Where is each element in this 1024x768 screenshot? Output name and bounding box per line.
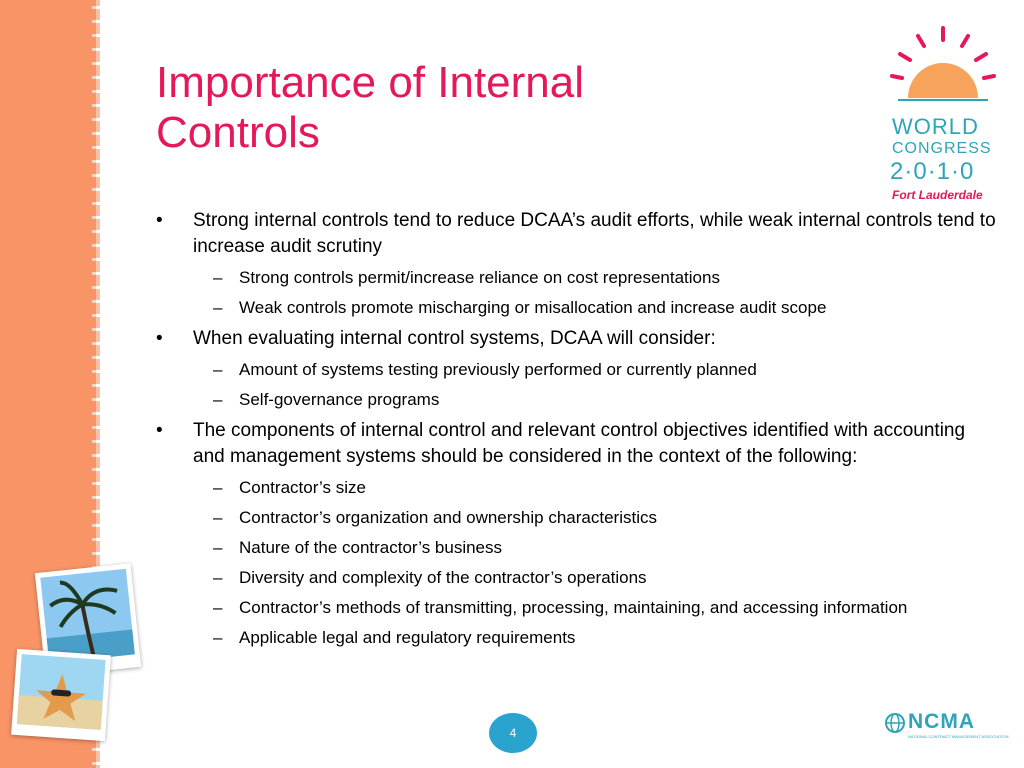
sub-bullet-text: Nature of the contractor’s business (239, 538, 503, 557)
dash-marker: – (213, 268, 223, 287)
bullet-text: When evaluating internal control systems, DCAA will consider: (193, 328, 716, 349)
slide-body (156, 204, 996, 656)
bullet-text: The components of internal control and relevant control objectives identified with accounting and management systems should be considered in the context of the following: (193, 420, 966, 467)
sub-bullet-text: Strong controls permit/increase reliance on cost representations (239, 268, 720, 287)
world-congress-logo (884, 22, 1002, 202)
sub-bullet-text: Applicable legal and regulatory requirements (239, 628, 576, 647)
sub-bullet-text: Contractor’s methods of transmitting, processing, maintaining, and accessing information (239, 598, 908, 617)
slide-title (156, 58, 716, 158)
bullet-item (156, 208, 996, 260)
bullet-text: Strong internal controls tend to reduce DCAA’s audit efforts, while weak internal controls tend to increase audit scrutiny (193, 210, 996, 257)
ncma-logo (884, 710, 1009, 740)
title-line-1: Importance of Internal (156, 58, 585, 107)
starfish-photo (11, 649, 111, 741)
dash-marker: – (213, 508, 223, 527)
page-number: 4 (509, 726, 517, 740)
page-number-badge (489, 713, 537, 753)
title-line-2: Controls (156, 108, 320, 157)
dash-marker: – (213, 598, 223, 617)
dash-marker: – (213, 538, 223, 557)
dash-marker: – (213, 360, 223, 379)
dash-marker: – (213, 298, 223, 317)
sub-bullet-item (156, 296, 996, 320)
bullet-item (156, 418, 996, 470)
sub-bullet-item (156, 626, 996, 650)
sub-bullet-text: Weak controls promote mischarging or misallocation and increase audit scope (239, 298, 827, 317)
bullet-marker: • (156, 210, 163, 231)
ncma-wordmark: NCMA (908, 710, 975, 733)
sub-bullet-text: Self-governance programs (239, 390, 440, 409)
sub-bullet-text: Diversity and complexity of the contractor’s operations (239, 568, 647, 587)
bullet-marker: • (156, 420, 163, 441)
logo-word-world: WORLD (892, 114, 979, 139)
globe-icon (884, 712, 906, 734)
sub-bullet-item (156, 596, 996, 620)
sub-bullet-item (156, 388, 996, 412)
sub-bullet-item (156, 506, 996, 530)
dash-marker: – (213, 628, 223, 647)
ncma-tagline: NATIONAL CONTRACT MANAGEMENT ASSOCIATION (908, 734, 1009, 739)
sub-bullet-item (156, 266, 996, 290)
bullet-item (156, 326, 996, 352)
dash-marker: – (213, 568, 223, 587)
sub-bullet-text: Contractor’s size (239, 478, 366, 497)
sun-icon (888, 22, 998, 110)
sub-bullet-item (156, 358, 996, 382)
logo-location: Fort Lauderdale (892, 188, 983, 202)
logo-year: 2·0·1·0 (890, 158, 975, 185)
dash-marker: – (213, 478, 223, 497)
bullet-marker: • (156, 328, 163, 349)
dash-marker: – (213, 390, 223, 409)
logo-word-congress: CONGRESS (892, 140, 992, 157)
sub-bullet-text: Amount of systems testing previously performed or currently planned (239, 360, 757, 379)
sub-bullet-text: Contractor’s organization and ownership characteristics (239, 508, 657, 527)
sub-bullet-item (156, 566, 996, 590)
sub-bullet-item (156, 536, 996, 560)
sub-bullet-item (156, 476, 996, 500)
